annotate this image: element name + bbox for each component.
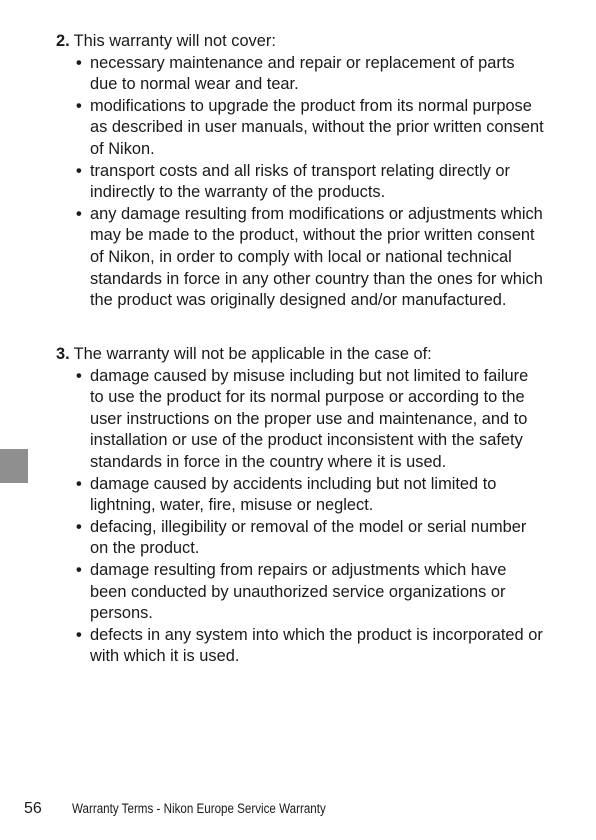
section-number: 3. <box>56 345 70 363</box>
page-number: 56 <box>24 800 42 817</box>
list-item: • transport costs and all risks of transport relating directly or indirectly to the warranty of the products. <box>76 161 546 204</box>
page-footer <box>24 800 367 822</box>
section-heading-text: The warranty will not be applicable in the case of: <box>73 345 432 363</box>
section-number: 2. <box>56 32 70 50</box>
section-heading-text: This warranty will not cover: <box>73 32 276 50</box>
list-item: • damage resulting from repairs or adjustments which have been conducted by unauthorized service organizations or persons. <box>76 560 546 625</box>
footer-title: Warranty Terms - Nikon Europe Service Warranty <box>72 801 326 816</box>
list-item: • damage caused by accidents including but not limited to lightning, water, fire, misuse or neglect. <box>76 474 546 517</box>
section-heading <box>56 31 546 53</box>
list-item: • necessary maintenance and repair or replacement of parts due to normal wear and tear. <box>76 53 546 96</box>
list-item: • any damage resulting from modifications or adjustments which may be made to the product, without the prior written consent of Nikon, in order to comply with local or national technical standards in force in any other country than the ones for which the product was originally designed and/or manufactured. <box>76 204 546 312</box>
list-item: • defects in any system into which the product is incorporated or with which it is used. <box>76 625 546 668</box>
bullet-list <box>56 53 546 312</box>
warranty-section-2 <box>56 31 546 312</box>
chapter-tab-marker <box>0 449 28 483</box>
bullet-list <box>56 366 546 668</box>
warranty-section-3 <box>56 344 546 668</box>
section-heading <box>56 344 546 366</box>
list-item: • damage caused by misuse including but not limited to failure to use the product for its normal purpose or according to the user instructions on the proper use and maintenance, and to installation or use of the product inconsistent with the safety standards in force in the country where it is used. <box>76 366 546 474</box>
list-item: • defacing, illegibility or removal of the model or serial number on the product. <box>76 517 546 560</box>
list-item: • modifications to upgrade the product from its normal purpose as described in user manuals, without the prior written consent of Nikon. <box>76 96 546 161</box>
